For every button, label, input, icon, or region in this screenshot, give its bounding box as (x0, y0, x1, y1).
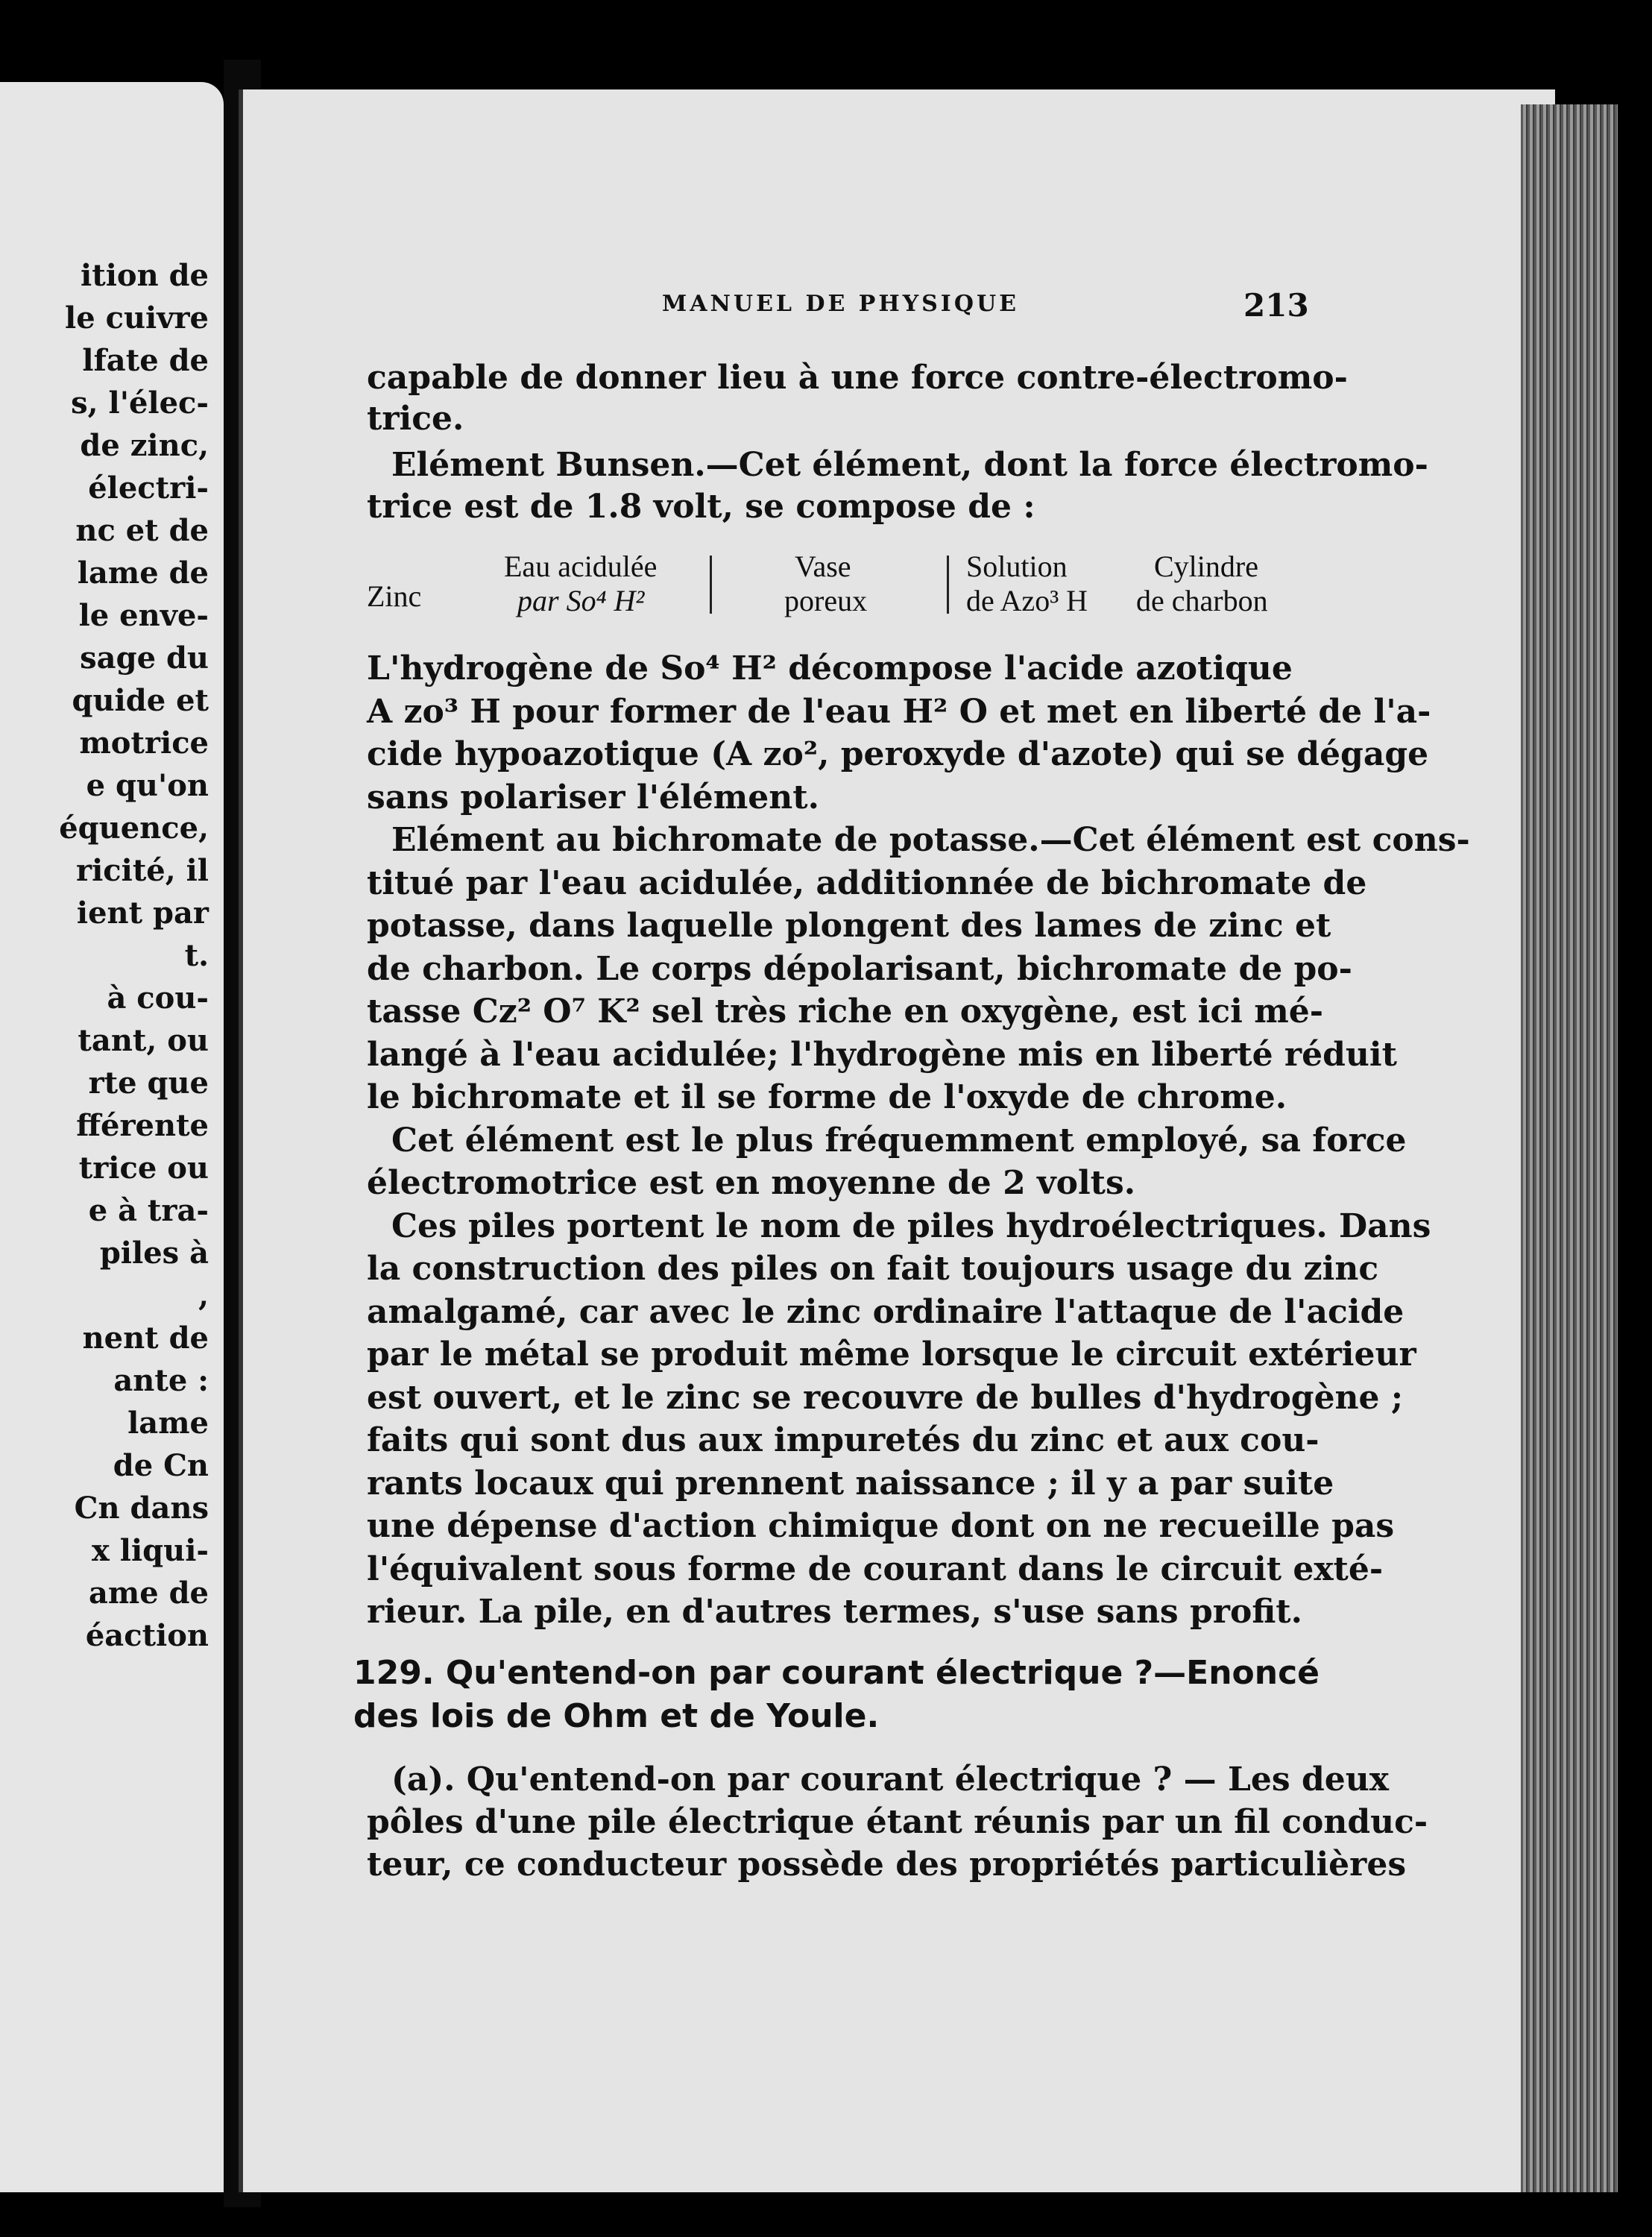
left-page-line: lfate de (82, 343, 209, 378)
running-header: MANUEL DE PHYSIQUE (662, 291, 1019, 317)
body-line: la construction des piles on fait toujours usage du zinc (367, 1250, 1379, 1288)
left-page-line: ante : (113, 1363, 209, 1398)
body-line: Elément Bunsen.—Cet élément, dont la force électromo- (391, 446, 1428, 484)
left-page-line: de zinc, (80, 428, 209, 463)
body-line: potasse, dans laquelle plongent des lames de zinc et (367, 907, 1331, 945)
table-cell-vase: Vase (795, 550, 851, 583)
left-page-line: nc et de (75, 513, 209, 548)
left-page-line: , (198, 1278, 209, 1313)
left-page-line: lame de (77, 556, 209, 591)
table-divider (947, 556, 949, 614)
table-cell-vase: poreux (784, 584, 868, 617)
left-page-line: tant, ou (78, 1023, 209, 1058)
body-line: L'hydrogène de So⁴ H² décompose l'acide azotique (367, 649, 1293, 688)
left-page-line: équence, (59, 811, 209, 846)
left-page-line: éaction (85, 1618, 209, 1653)
left-page-line: x liqui- (91, 1533, 209, 1568)
left-page-line: Cn dans (74, 1491, 209, 1526)
body-line: cide hypoazotique (A zo², peroxyde d'azote) qui se dégage (367, 735, 1429, 773)
left-page-line: t. (184, 938, 209, 973)
left-page-line: ricité, il (76, 853, 209, 888)
body-line: le bichromate et il se forme de l'oxyde de chrome. (367, 1078, 1287, 1116)
left-page-line: de Cn (113, 1448, 209, 1483)
table-cell-cylinder: Cylindre (1154, 550, 1258, 583)
body-line: capable de donner lieu à une force contre-électromo- (367, 359, 1348, 397)
body-line: est ouvert, et le zinc se recouvre de bulles d'hydrogène ; (367, 1378, 1404, 1417)
left-page (0, 82, 224, 2192)
table-divider (710, 556, 712, 614)
body-line: sans polariser l'élément. (367, 778, 819, 817)
table-cell-zinc: Zinc (367, 579, 422, 613)
left-page-line: ition de (81, 258, 209, 293)
body-line: Cet élément est le plus fréquemment employé, sa force (391, 1121, 1407, 1160)
left-page-line: électri- (88, 471, 209, 506)
body-line: Elément au bichromate de potasse.—Cet élément est cons- (391, 821, 1470, 859)
section-heading: des lois de Ohm et de Youle. (353, 1697, 880, 1735)
left-page-line: e qu'on (86, 768, 209, 803)
body-line: de charbon. Le corps dépolarisant, bichromate de po- (367, 949, 1352, 988)
left-page-line: ient par (76, 896, 209, 931)
body-line: tasse Cz² O⁷ K² sel très riche en oxygène, est ici mé- (367, 992, 1324, 1031)
left-page-line: s, l'élec- (71, 386, 209, 421)
body-line: teur, ce conducteur possède des propriétés particulières (367, 1846, 1407, 1884)
left-page-line: le cuivre (65, 301, 209, 336)
body-line: par le métal se produit même lorsque le circuit extérieur (367, 1335, 1416, 1374)
body-line: (a). Qu'entend-on par courant électrique ? — Les deux (391, 1761, 1389, 1799)
left-page-line: à cou- (107, 981, 209, 1016)
left-page-line: lame (127, 1406, 209, 1441)
page-edges (1521, 104, 1618, 2192)
left-page-line: e à tra- (88, 1193, 209, 1228)
body-line: pôles d'une pile électrique étant réunis par un fil conduc- (367, 1803, 1428, 1841)
body-line: rants locaux qui prennent naissance ; il y a par suite (367, 1464, 1334, 1503)
section-heading: 129. Qu'entend-on par courant électrique ?—Enoncé (353, 1654, 1320, 1692)
body-line: Ces piles portent le nom de piles hydroélectriques. Dans (391, 1206, 1431, 1245)
table-cell-cylinder: de charbon (1136, 584, 1268, 617)
body-line: titué par l'eau acidulée, additionnée de bichromate de (367, 863, 1367, 902)
left-page-line: trice ou (78, 1151, 209, 1186)
body-line: trice est de 1.8 volt, se compose de : (367, 488, 1035, 526)
left-page-line: fférente (76, 1108, 209, 1143)
left-page-line: rte que (88, 1066, 209, 1101)
body-line: rieur. La pile, en d'autres termes, s'use sans profit. (367, 1593, 1302, 1631)
body-line: A zo³ H pour former de l'eau H² O et met en liberté de l'a- (367, 692, 1431, 731)
left-page-line: motrice (79, 726, 209, 761)
table-cell-solution: de Azo³ H (966, 584, 1088, 617)
left-page-line: ame de (88, 1576, 209, 1611)
left-page-line: nent de (82, 1321, 209, 1356)
left-page-line: sage du (80, 641, 209, 676)
left-page-line: le enve- (78, 598, 209, 633)
page-number: 213 (1243, 287, 1309, 324)
body-line: électromotrice est en moyenne de 2 volts. (367, 1164, 1136, 1202)
body-line: trice. (367, 400, 464, 438)
left-page-line: piles à (99, 1236, 209, 1271)
left-page-line: quide et (72, 683, 209, 718)
body-line: l'équivalent sous forme de courant dans le circuit exté- (367, 1549, 1384, 1588)
table-cell-solution: Solution (966, 550, 1068, 583)
body-line: amalgamé, car avec le zinc ordinaire l'attaque de l'acide (367, 1292, 1404, 1331)
table-cell-acid: par So⁴ H² (517, 584, 645, 617)
body-line: langé à l'eau acidulée; l'hydrogène mis en liberté réduit (367, 1035, 1397, 1074)
table-cell-acid: Eau acidulée (504, 550, 658, 583)
body-line: une dépense d'action chimique dont on ne recueille pas (367, 1507, 1395, 1545)
body-line: faits qui sont dus aux impuretés du zinc et aux cou- (367, 1421, 1320, 1459)
